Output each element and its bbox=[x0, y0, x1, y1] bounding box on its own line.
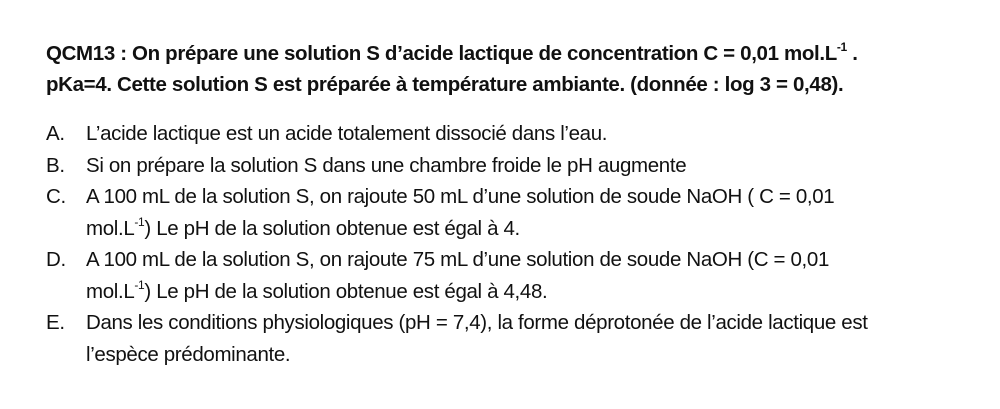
question-line-1-exponent: -1 bbox=[836, 40, 847, 55]
option-a-letter: A. bbox=[46, 122, 65, 145]
answer-options-list bbox=[46, 118, 986, 370]
option-d-letter: D. bbox=[46, 248, 66, 271]
option-c-unit: mol.L bbox=[86, 216, 135, 240]
option-c-text-end: ) Le pH de la solution obtenue est égal à 4. bbox=[144, 216, 520, 240]
question-line-2: pKa=4. Cette solution S est préparée à température ambiante. (donnée : log 3 = 0,48). bbox=[46, 73, 844, 96]
option-d-text-end: ) Le pH de la solution obtenue est égal à 4,48. bbox=[144, 279, 548, 303]
question-line-1 bbox=[46, 38, 986, 69]
question-line-1-text: QCM13 : On prépare une solution S d’acide lactique de concentration C = 0,01 mol.L bbox=[46, 42, 837, 65]
option-a-text: L’acide lactique est un acide totalement dissocié dans l’eau. bbox=[86, 122, 608, 145]
option-d-text-line-2 bbox=[86, 276, 986, 308]
option-e-letter: E. bbox=[46, 311, 65, 334]
option-b bbox=[46, 150, 986, 182]
option-c-letter: C. bbox=[46, 185, 66, 208]
option-c bbox=[46, 181, 986, 244]
option-d-exponent: -1 bbox=[134, 277, 145, 292]
option-e bbox=[46, 307, 986, 370]
option-b-letter: B. bbox=[46, 153, 65, 177]
option-c-exponent: -1 bbox=[134, 214, 145, 229]
option-d-unit: mol.L bbox=[86, 279, 135, 303]
option-b-text: Si on prépare la solution S dans une chambre froide le pH augmente bbox=[86, 153, 687, 177]
question-statement bbox=[46, 38, 986, 100]
option-a bbox=[46, 118, 986, 150]
option-d bbox=[46, 244, 986, 307]
option-e-text-line-2: l’espèce prédominante. bbox=[86, 342, 291, 366]
option-c-text-line-1: A 100 mL de la solution S, on rajoute 50 mL d’une solution de soude NaOH ( C = 0,01 bbox=[86, 185, 835, 208]
option-d-text-line-1: A 100 mL de la solution S, on rajoute 75 mL d’une solution de soude NaOH (C = 0,01 bbox=[86, 248, 830, 271]
option-c-text-line-2 bbox=[86, 213, 986, 245]
question-line-1-end: . bbox=[846, 42, 858, 65]
option-e-text-line-1: Dans les conditions physiologiques (pH = 7,4), la forme déprotonée de l’acide lactique est bbox=[86, 311, 868, 334]
